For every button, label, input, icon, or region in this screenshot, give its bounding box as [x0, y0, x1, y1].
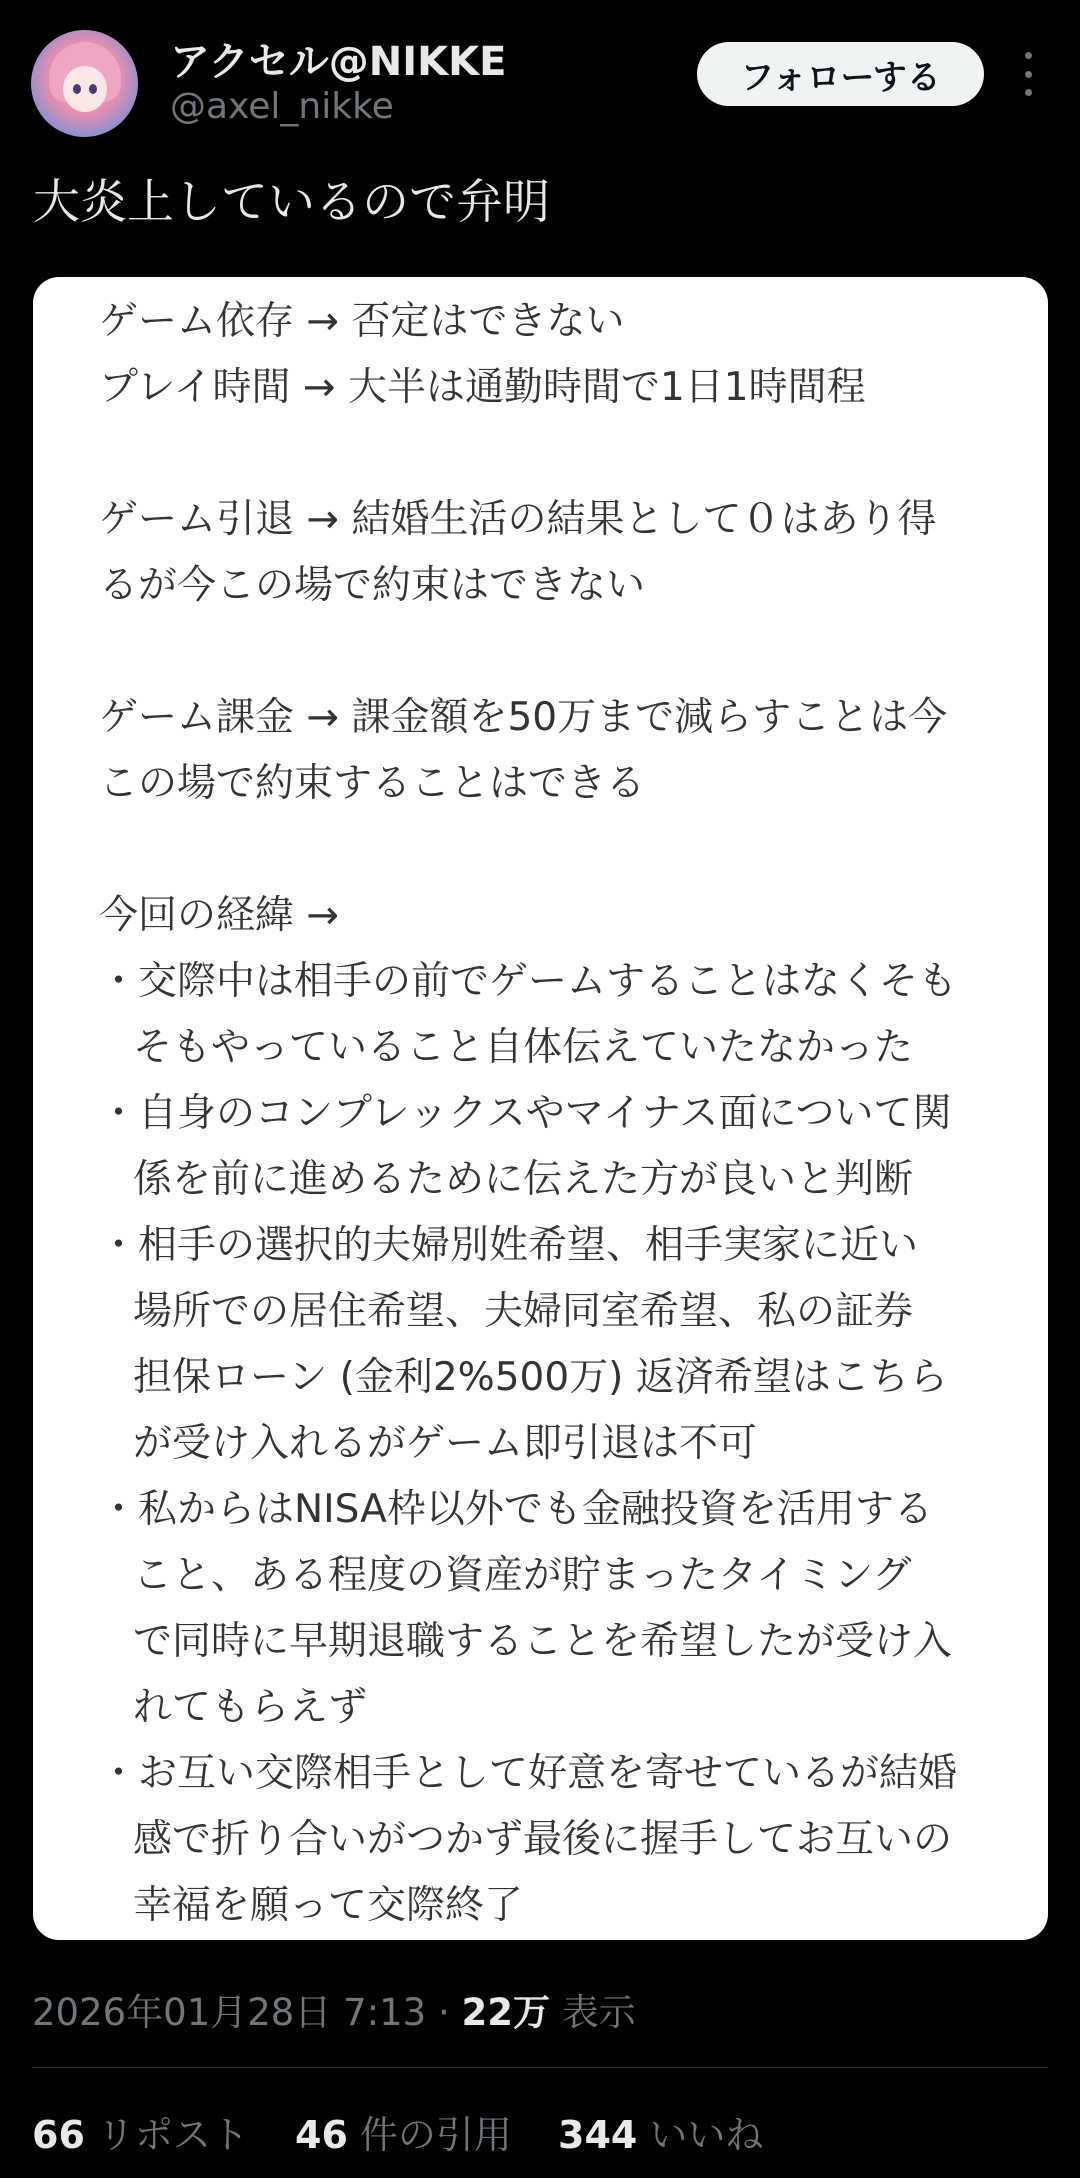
image-text-line: で同時に早期退職することを希望したが受け入 [133, 1619, 953, 1664]
likes-count: 344 [558, 2113, 638, 2157]
reposts-stat[interactable] [32, 2113, 249, 2157]
tweet-header [0, 0, 1080, 150]
image-text-line: ゲーム依存 → 否定はできない [99, 299, 625, 344]
display-name[interactable]: アクセル@NIKKE [170, 39, 507, 85]
quotes-count: 46 [295, 2113, 348, 2157]
tweet-text: 大炎上しているので弁明 [33, 175, 550, 230]
avatar-face [63, 66, 107, 112]
image-text-line: そもやっていること自体伝えていたなかった [133, 1025, 914, 1070]
quotes-stat[interactable] [295, 2113, 512, 2157]
image-text-line: るが今この場で約束はできない [99, 563, 646, 608]
image-text-line: 感で折り合いがつかず最後に握手してお互いの [133, 1817, 953, 1862]
views-label: 表示 [561, 1991, 636, 2034]
reposts-label: リポスト [96, 2113, 249, 2157]
image-text-line: ・私からはNISA枠以外でも金融投資を活用する [99, 1487, 933, 1532]
user-handle[interactable]: @axel_nikke [170, 86, 394, 127]
more-vertical-icon[interactable] [1016, 52, 1040, 96]
image-text-line: ・自身のコンプレックスやマイナス面について関 [99, 1091, 952, 1136]
image-text-line: が受け入れるがゲーム即引退は不可 [133, 1421, 758, 1466]
image-text-line: この場で約束することはできる [99, 761, 646, 806]
image-text-line: れてもらえず [133, 1685, 368, 1730]
image-text-line [99, 817, 1039, 883]
dot [1025, 89, 1032, 96]
image-text-line: 場所での居住希望、夫婦同室希望、私の証券 [133, 1289, 914, 1334]
image-text-line: ・相手の選択的夫婦別姓希望、相手実家に近い [99, 1223, 919, 1268]
image-text-line: ・お互い交際相手として好意を寄せているが結婚 [99, 1751, 958, 1796]
image-text-block [99, 289, 1039, 1939]
dot [1025, 71, 1032, 78]
image-text-line [99, 421, 1039, 487]
timestamp[interactable]: 2026年01月28日 7:13 [32, 1991, 427, 2034]
likes-label: いいね [649, 2113, 764, 2157]
divider [32, 2067, 1048, 2068]
image-text-line: プレイ時間 → 大半は通勤時間で1日1時間程 [99, 365, 866, 410]
image-text-line: 係を前に進めるために伝えた方が良いと判断 [133, 1157, 914, 1202]
image-text-line: 今回の経緯 → [99, 893, 340, 938]
image-text-line: ゲーム引退 → 結婚生活の結果として０はあり得 [99, 497, 937, 542]
image-text-line: ・交際中は相手の前でゲームすることはなくそも [99, 959, 958, 1004]
views-count: 22万 [461, 1991, 550, 2034]
meta-separator: · [437, 1991, 450, 2034]
avatar-eye [89, 84, 97, 94]
image-text-line: 担保ローン (金利2%500万) 返済希望はこちら [133, 1355, 948, 1400]
reposts-count: 66 [32, 2113, 85, 2157]
engagement-stats [32, 2104, 797, 2159]
avatar-eye [73, 84, 81, 94]
follow-button[interactable]: フォローする [697, 42, 984, 106]
avatar[interactable] [31, 30, 138, 137]
image-text-line: ゲーム課金 → 課金額を50万まで減らすことは今 [99, 695, 948, 740]
image-text-line [99, 619, 1039, 685]
image-text-line: こと、ある程度の資産が貯まったタイミング [133, 1553, 912, 1598]
image-text-line: 幸福を願って交際終了 [133, 1883, 524, 1928]
tweet-image[interactable] [33, 277, 1048, 1940]
likes-stat[interactable] [558, 2113, 763, 2157]
dot [1025, 52, 1032, 59]
quotes-label: 件の引用 [359, 2113, 512, 2157]
tweet-meta [32, 1982, 636, 2036]
